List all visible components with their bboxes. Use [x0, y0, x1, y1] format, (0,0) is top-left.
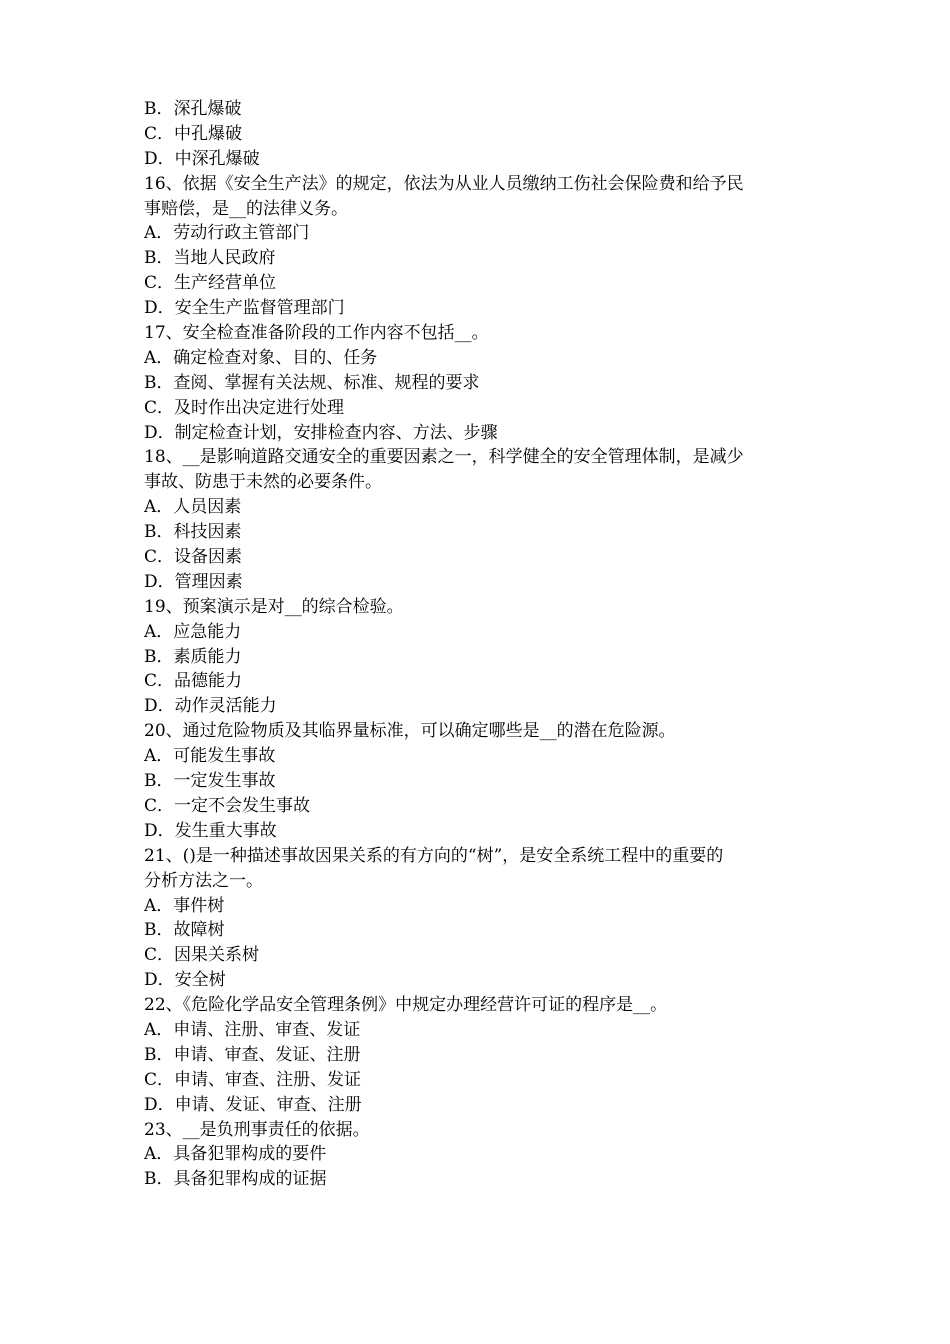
option-line: C．一定不会发生事故: [144, 795, 311, 816]
option-line: B．故障树: [144, 920, 225, 941]
document-page: [144, 97, 824, 1192]
option-line: C．生产经营单位: [144, 273, 277, 294]
option-line: C．因果关系树: [144, 945, 260, 966]
option-line: D．管理因素: [144, 571, 243, 592]
option-line: B．深孔爆破: [144, 99, 242, 119]
question-19: 19、预案演示是对__的综合检验。: [144, 596, 404, 617]
option-line: C．及时作出决定进行处理: [144, 397, 345, 418]
option-line: D．发生重大事故: [144, 820, 277, 841]
question-20: 20、通过危险物质及其临界量标准，可以确定哪些是__的潜在危险源。: [144, 721, 676, 742]
option-line: C．中孔爆破: [144, 123, 243, 144]
question-18-line-2: 事故、防患于未然的必要条件。: [144, 472, 382, 493]
option-line: A．确定检查对象、目的、任务: [144, 347, 378, 368]
option-line: A．应急能力: [144, 621, 242, 642]
option-line: A．申请、注册、审查、发证: [144, 1019, 361, 1040]
question-16-line-2: 事赔偿，是__的法律义务。: [144, 198, 348, 219]
option-line: D．安全树: [144, 970, 226, 991]
question-23: 23、__是负刑事责任的依据。: [144, 1119, 370, 1140]
option-line: A．可能发生事故: [144, 746, 276, 767]
option-line: D．申请、发证、审查、注册: [144, 1094, 362, 1115]
option-line: C．申请、审查、注册、发证: [144, 1069, 362, 1090]
option-line: D．安全生产监督管理部门: [144, 298, 345, 319]
question-22: 22、《危险化学品安全管理条例》中规定办理经营许可证的程序是__。: [144, 995, 668, 1016]
option-line: C．品德能力: [144, 671, 243, 692]
question-18-line-1: 18、__是影响道路交通安全的重要因素之一，科学健全的安全管理体制，是减少: [144, 447, 744, 468]
option-line: B．一定发生事故: [144, 771, 276, 792]
option-line: B．当地人民政府: [144, 248, 276, 269]
option-line: C．设备因素: [144, 547, 243, 568]
question-21-line-2: 分析方法之一。: [144, 870, 263, 891]
option-line: D．动作灵活能力: [144, 696, 277, 717]
option-line: B．申请、审查、发证、注册: [144, 1044, 361, 1065]
question-21-line-1: 21、()是一种描述事故因果关系的有方向的“树”，是安全系统工程中的重要的: [144, 845, 724, 866]
option-line: A．人员因素: [144, 497, 242, 518]
option-line: B．素质能力: [144, 646, 242, 667]
option-line: B．科技因素: [144, 522, 242, 543]
option-line: A．劳动行政主管部门: [144, 223, 310, 244]
option-line: D．制定检查计划，安排检查内容、方法、步骤: [144, 422, 498, 443]
option-line: A．具备犯罪构成的要件: [144, 1144, 327, 1165]
question-17: 17、安全检查准备阶段的工作内容不包括__。: [144, 323, 489, 344]
question-16-line-1: 16、依据《安全生产法》的规定，依法为从业人员缴纳工伤社会保险费和给予民: [144, 173, 744, 194]
option-line: D．中深孔爆破: [144, 148, 260, 169]
option-line: B．具备犯罪构成的证据: [144, 1169, 327, 1190]
option-line: B．查阅、掌握有关法规、标准、规程的要求: [144, 372, 480, 393]
option-line: A．事件树: [144, 895, 225, 916]
